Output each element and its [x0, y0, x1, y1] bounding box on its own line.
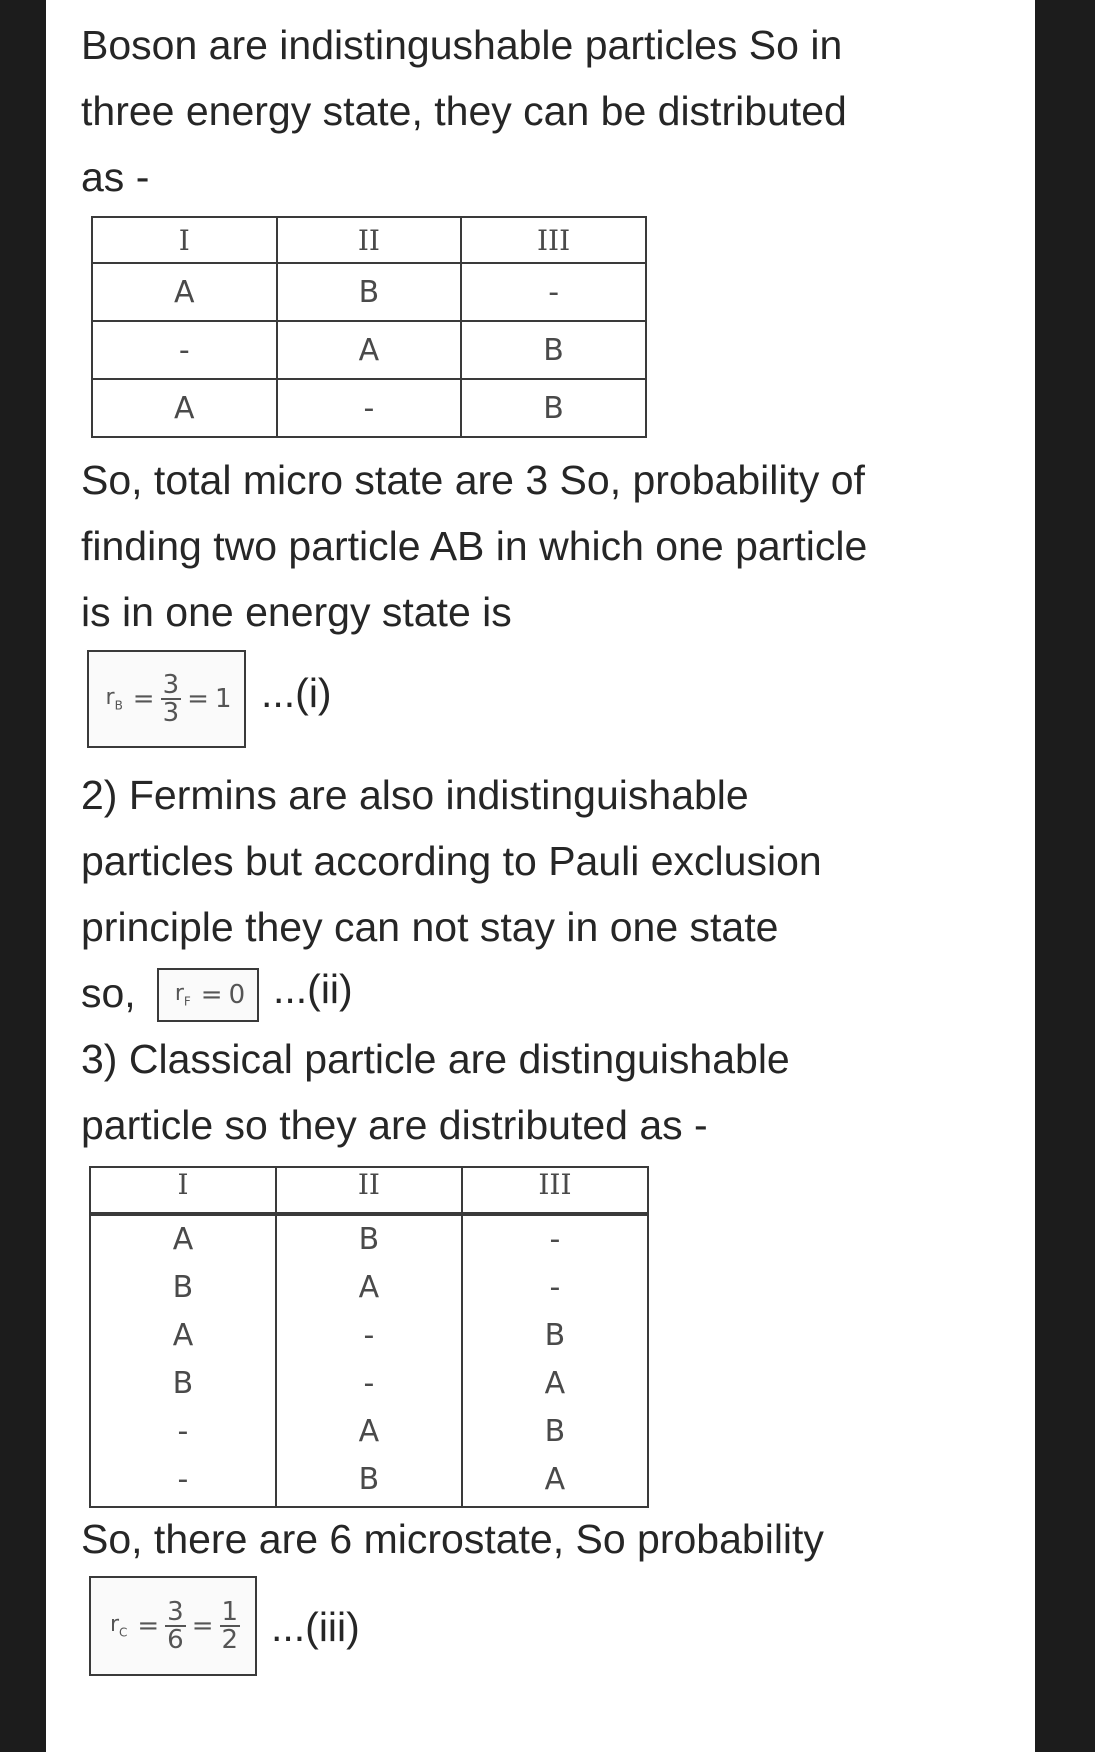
boson-paragraph: [81, 12, 1001, 210]
table-row: [92, 263, 646, 321]
formula-symbol: $r_F$: [174, 981, 191, 1009]
table-cell: B: [277, 263, 462, 321]
equals-sign: =: [132, 684, 155, 714]
header-cell: III: [461, 217, 646, 263]
table-header-row: [92, 217, 646, 263]
text-line: So, total micro state are 3 So, probability of: [81, 457, 865, 503]
table-cell: -: [177, 1414, 189, 1449]
formula-symbol: $r_C$: [109, 1612, 128, 1640]
text-line: 2) Fermins are also indistinguishable: [81, 772, 749, 818]
table-row: [92, 321, 646, 379]
microstate-paragraph: [81, 447, 1001, 645]
header-cell: I: [92, 217, 277, 263]
classical-probability-formula: [89, 1576, 257, 1676]
table-cell: -: [549, 1222, 561, 1257]
classical-probability-paragraph: [81, 1506, 1001, 1572]
table-cell: A: [277, 321, 462, 379]
table-cell: -: [92, 321, 277, 379]
table-cell: A: [92, 379, 277, 437]
text-line: So, there are 6 microstate, So probability: [81, 1516, 824, 1562]
equation-tag: ...(iii): [271, 1604, 360, 1650]
table-cell: B: [544, 1414, 566, 1449]
equation-tag: ...(i): [261, 670, 332, 716]
table-row: [92, 379, 646, 437]
table-column: [90, 1214, 276, 1507]
header-cell: I: [90, 1167, 276, 1214]
table-cell: B: [358, 1462, 380, 1497]
table-column: [276, 1214, 462, 1507]
text-line: is in one energy state is: [81, 589, 512, 635]
table-cell: -: [363, 1318, 375, 1353]
table-cell: B: [544, 1318, 566, 1353]
table-cell: A: [544, 1462, 566, 1497]
table-cell: B: [461, 379, 646, 437]
table-cell: A: [358, 1270, 380, 1305]
table-cell: A: [92, 263, 277, 321]
table-cell: B: [358, 1222, 380, 1257]
header-cell: II: [276, 1167, 462, 1214]
table-cell: B: [172, 1366, 194, 1401]
text-line: finding two particle AB in which one particle: [81, 523, 868, 569]
equation-tag: ...(ii): [273, 966, 353, 1012]
header-cell: III: [462, 1167, 648, 1214]
equals-sign: =: [191, 1611, 214, 1641]
text-line: Boson are indistingushable particles So in: [81, 22, 843, 68]
text-line: so,: [81, 970, 136, 1016]
text-line: as -: [81, 154, 150, 200]
formula-symbol: $r_B$: [105, 685, 123, 713]
boson-distribution-table: [91, 216, 647, 438]
table-cell: -: [277, 379, 462, 437]
document-page: [46, 0, 1035, 1752]
text-line: particles but according to Pauli exclusion: [81, 838, 822, 884]
table-cell: A: [172, 1222, 194, 1257]
formula-result: 1: [214, 684, 232, 714]
table-cell: B: [461, 321, 646, 379]
table-cell: -: [549, 1270, 561, 1305]
header-cell: II: [277, 217, 462, 263]
table-header-row: [90, 1167, 648, 1214]
fraction: $\frac{3}{6}$: [167, 1597, 184, 1655]
classical-distribution-table: [89, 1166, 649, 1508]
fermion-probability-formula: [157, 968, 259, 1022]
table-cell: A: [358, 1414, 380, 1449]
formula-result: 0: [228, 980, 246, 1010]
text-line: 3) Classical particle are distinguishable: [81, 1036, 790, 1082]
text-line: principle they can not stay in one state: [81, 904, 779, 950]
equals-sign: =: [200, 980, 223, 1010]
table-cell: A: [544, 1366, 566, 1401]
text-line: three energy state, they can be distributed: [81, 88, 847, 134]
table-column: [462, 1214, 648, 1507]
table-cell: B: [172, 1270, 194, 1305]
table-body-row: [90, 1214, 648, 1507]
table-cell: -: [177, 1462, 189, 1497]
boson-probability-formula: [87, 650, 246, 748]
classical-paragraph: [81, 1026, 1001, 1158]
table-cell: -: [461, 263, 646, 321]
table-cell: -: [363, 1366, 375, 1401]
fraction: $\frac{1}{2}$: [221, 1597, 239, 1655]
equals-sign: =: [187, 684, 209, 714]
text-line: particle so they are distributed as -: [81, 1102, 708, 1148]
equals-sign: =: [137, 1611, 160, 1641]
fraction: $\frac{3}{3}$: [162, 670, 180, 728]
table-cell: A: [172, 1318, 194, 1353]
